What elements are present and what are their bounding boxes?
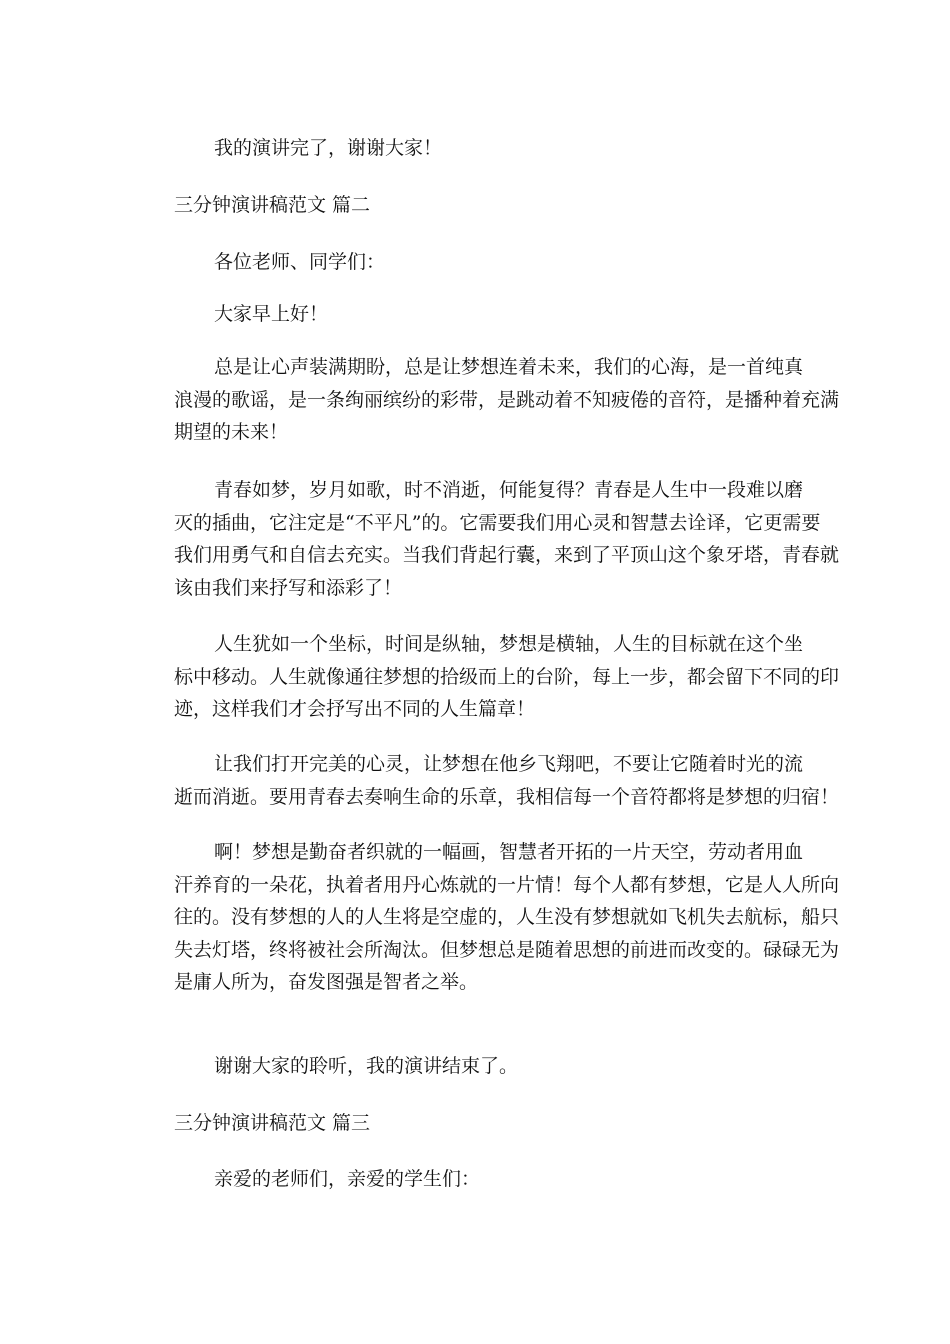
paragraph-line: 让我们打开完美的心灵，让梦想在他乡飞翔吧，不要让它随着时光的流 (214, 753, 804, 775)
paragraph-5 (174, 836, 840, 999)
paragraph-line: 是庸人所为，奋发图强是智者之举。 (174, 971, 479, 993)
paragraph-4 (174, 748, 840, 813)
paragraph-line: 我们用勇气和自信去充实。当我们背起行囊，来到了平顶山这个象牙塔，青春就 (174, 544, 840, 566)
paragraph-line: 汗养育的一朵花，执着者用丹心炼就的一片情！每个人都有梦想，它是人人所向 (174, 873, 840, 896)
paragraph-1 (174, 351, 840, 449)
paragraph-line: 灭的插曲，它注定是“不平凡”的。它需要我们用心灵和智慧去诠译，它更需要 (174, 511, 821, 534)
paragraph-line: 逝而消逝。要用青春去奏响生命的乐章，我相信每一个音符都将是梦想的归宿！ (174, 785, 840, 808)
paragraph-3 (174, 628, 840, 726)
paragraph-2 (174, 474, 840, 604)
paragraph-line: 人生犹如一个坐标，时间是纵轴，梦想是横轴，人生的目标就在这个坐 (214, 633, 804, 655)
paragraph-line: 青春如梦，岁月如歌，时不消逝，何能复得？青春是人生中一段难以磨 (214, 479, 804, 501)
paragraph-line: 该由我们来抒写和添彩了！ (174, 576, 403, 599)
greeting-2: 大家早上好！ (214, 303, 329, 325)
section-heading-2: 三分钟演讲稿范文 篇二 (174, 194, 371, 216)
salutation-2: 各位老师、同学们： (214, 251, 386, 273)
salutation-3: 亲爱的老师们，亲爱的学生们： (214, 1168, 481, 1190)
paragraph-line: 往的。没有梦想的人的人生将是空虚的，人生没有梦想就如飞机失去航标，船只 (174, 906, 840, 928)
paragraph-line: 浪漫的歌谣，是一条绚丽缤纷的彩带，是跳动着不知疲倦的音符，是播种着充满 (174, 388, 840, 411)
paragraph-line: 标中移动。人生就像通往梦想的拾级而上的台阶，每上一步，都会留下不同的印 (174, 665, 840, 688)
closing-line-2: 谢谢大家的聆听，我的演讲结束了。 (214, 1055, 519, 1077)
paragraph-line: 总是让心声装满期盼，总是让梦想连着未来，我们的心海，是一首纯真 (214, 356, 804, 378)
closing-line-1: 我的演讲完了，谢谢大家！ (214, 137, 443, 159)
paragraph-line: 失去灯塔，终将被社会所淘汰。但梦想总是随着思想的前进而改变的。碌碌无为 (174, 938, 840, 961)
paragraph-line: 迹，这样我们才会抒写出不同的人生篇章！ (174, 698, 536, 720)
section-heading-3: 三分钟演讲稿范文 篇三 (174, 1112, 371, 1134)
paragraph-line: 期望的未来！ (174, 421, 289, 443)
paragraph-line: 啊！梦想是勤奋者织就的一幅画，智慧者开拓的一片天空，劳动者用血 (214, 841, 804, 863)
